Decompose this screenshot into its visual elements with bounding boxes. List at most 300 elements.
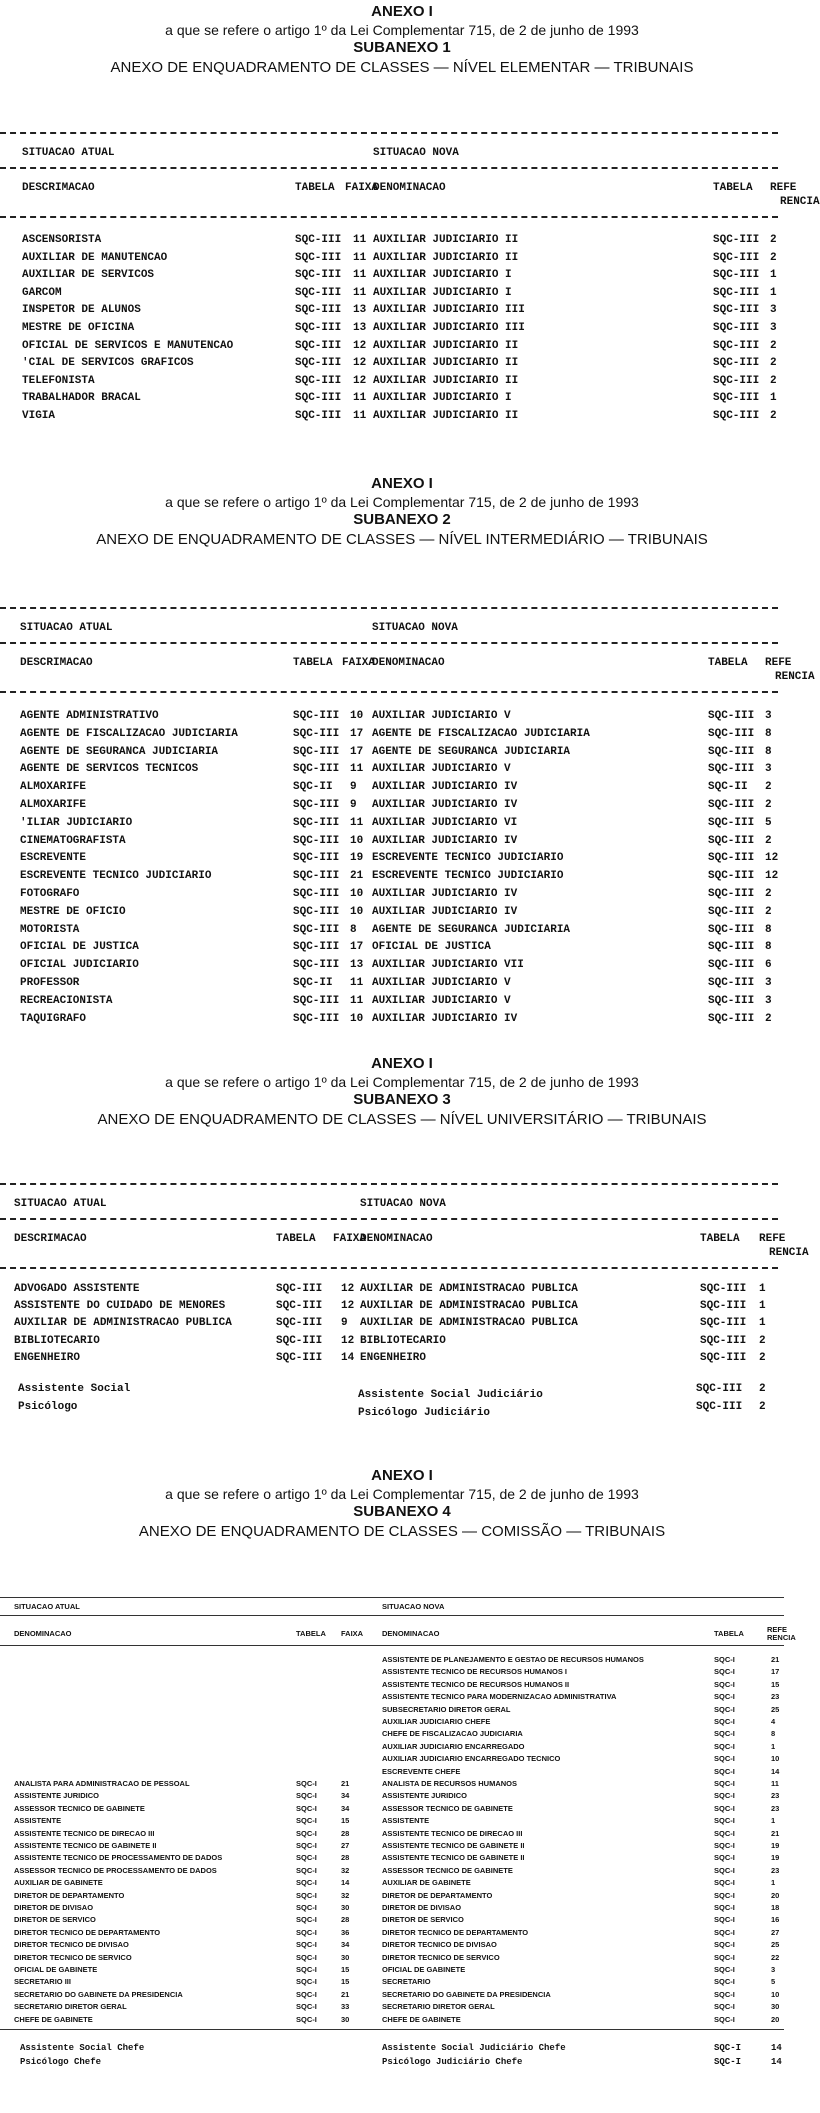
cell-faixa: 17	[350, 727, 364, 740]
cell-tabela: SQC-I	[296, 1903, 317, 1912]
table-row	[0, 977, 804, 995]
col-header-descrimacao: DESCRIMACAO	[14, 1233, 87, 1245]
cell-denominacao-atual: AUXILIAR DE GABINETE	[14, 1878, 103, 1888]
col-header-denominacao: DENOMINACAO	[360, 1233, 433, 1245]
cell-descricao: ASSISTENTE DO CUIDADO DE MENORES	[14, 1300, 226, 1313]
cell-faixa: 10	[350, 888, 364, 900]
cell-faixa: 9	[350, 781, 357, 794]
cell-referencia: 23	[771, 1803, 780, 1813]
cell-referencia: 2	[765, 905, 772, 918]
cell-tabela: SQC-I	[296, 2014, 317, 2024]
cell-descricao: AUXILIAR DE ADMINISTRACAO PUBLICA	[14, 1317, 232, 1330]
cell-faixa: 11	[350, 977, 364, 989]
cell-denominacao: AUXILIAR JUDICIARIO IV	[372, 799, 518, 811]
cell-descricao: AUXILIAR DE MANUTENCAO	[22, 251, 168, 264]
cell-referencia: 4	[771, 1717, 776, 1726]
table-row	[0, 763, 804, 781]
cell-tabela-nova: SQC-I	[714, 1729, 735, 1739]
table-row	[0, 1891, 804, 1903]
col-header-faixa: FAIXA	[333, 1233, 367, 1245]
cell-tabela-nova: SQC-III	[713, 234, 760, 246]
table-row	[0, 1383, 804, 1401]
cell-descricao: Assistente Social	[18, 1383, 131, 1395]
cell-denominacao: AUXILIAR DE ADMINISTRACAO PUBLICA	[360, 1300, 578, 1313]
cell-tabela-nova: SQC-III	[713, 410, 760, 422]
cell-referencia: 30	[771, 2002, 780, 2012]
anexo-title: ANEXO I	[371, 3, 433, 20]
cell-descricao: CINEMATOGRAFISTA	[20, 834, 126, 847]
dashed-rule	[0, 216, 778, 218]
table-row	[0, 2015, 804, 2027]
cell-tabela-nova: SQC-III	[696, 1401, 743, 1413]
cell-faixa: 34	[341, 1803, 350, 1813]
cell-faixa: 17	[350, 941, 364, 954]
col-header-tabela: TABELA	[295, 182, 335, 194]
table-row	[0, 1335, 804, 1352]
cell-denominacao: AUXILIAR JUDICIARIO I	[373, 286, 512, 299]
cell-denominacao: AUXILIAR JUDICIARIO I	[373, 269, 512, 282]
cell-faixa: 12	[353, 357, 367, 370]
cell-tabela-nova: SQC-I	[714, 1903, 735, 1912]
cell-denominacao: AGENTE DE SEGURANCA JUDICIARIA	[372, 745, 571, 758]
cell-tabela-nova: SQC-III	[708, 977, 755, 989]
cell-descricao: ESCREVENTE TECNICO JUDICIARIO	[20, 870, 212, 883]
cell-faixa: 28	[341, 1828, 350, 1838]
cell-referencia: 23	[771, 1791, 780, 1801]
cell-referencia: 10	[771, 1989, 780, 1999]
cell-tabela-nova: SQC-I	[714, 1692, 735, 1702]
law-reference: a que se refere o artigo 1º da Lei Complementar 715, de 2 de junho de 1993	[165, 22, 639, 38]
cell-tabela: SQC-III	[293, 799, 340, 811]
cell-tabela-nova: SQC-I	[714, 1853, 735, 1863]
section-title: ANEXO DE ENQUADRAMENTO DE CLASSES — NÍVEL UNIVERSITÁRIO — TRIBUNAIS	[97, 1111, 707, 1128]
col-header-referencia: REFE	[765, 657, 792, 669]
cell-denominacao: ASSISTENTE	[382, 1816, 430, 1826]
cell-denominacao: AGENTE DE SEGURANCA JUDICIARIA	[372, 923, 571, 936]
cell-tabela-nova: SQC-III	[700, 1283, 747, 1295]
table-row	[0, 1791, 804, 1803]
cell-tabela-nova: SQC-I	[714, 2043, 742, 2053]
cell-tabela: SQC-III	[295, 234, 342, 246]
table-row	[0, 1779, 804, 1791]
table-row	[0, 959, 804, 977]
cell-faixa: 32	[341, 1865, 350, 1875]
cell-referencia: 14	[771, 2057, 782, 2067]
col-header-tabela: TABELA	[276, 1233, 316, 1245]
cell-descricao: Assistente Social Chefe	[20, 2043, 145, 2053]
table-row	[0, 852, 804, 870]
cell-faixa: 21	[341, 1779, 350, 1788]
table-row	[0, 304, 804, 322]
cell-denominacao: ENGENHEIRO	[360, 1351, 427, 1364]
cell-denominacao: AGENTE DE FISCALIZACAO JUDICIARIA	[372, 727, 590, 740]
table-row	[0, 835, 804, 853]
cell-tabela: SQC-III	[293, 994, 340, 1007]
cell-tabela-nova: SQC-I	[714, 1878, 735, 1888]
cell-denominacao: AUXILIAR JUDICIARIO II	[373, 357, 519, 370]
cell-referencia: 2	[759, 1401, 766, 1413]
table-row	[0, 906, 804, 924]
cell-faixa: 15	[341, 1965, 350, 1974]
cell-tabela-nova: SQC-I	[714, 1952, 735, 1962]
cell-descricao: ALMOXARIFE	[20, 781, 87, 794]
cell-tabela: SQC-III	[293, 888, 340, 900]
cell-referencia: 8	[765, 923, 772, 936]
dashed-rule	[0, 132, 778, 134]
cell-denominacao: AUXILIAR JUDICIARIO III	[373, 322, 525, 334]
law-reference: a que se refere o artigo 1º da Lei Complementar 715, de 2 de junho de 1993	[165, 1074, 639, 1090]
cell-denominacao: AUXILIAR JUDICIARIO IV	[372, 905, 518, 918]
dashed-rule	[0, 1218, 778, 1220]
cell-faixa: 11	[353, 234, 367, 246]
cell-denominacao: OFICIAL DE GABINETE	[382, 1965, 466, 1974]
cell-tabela-nova: SQC-III	[696, 1383, 743, 1395]
cell-tabela-nova: SQC-III	[708, 888, 755, 900]
law-reference: a que se refere o artigo 1º da Lei Complementar 715, de 2 de junho de 1993	[165, 1486, 639, 1502]
cell-tabela: SQC-III	[293, 710, 340, 722]
col-header-situacao-atual: SITUACAO ATUAL	[22, 147, 115, 159]
cell-referencia: 21	[771, 1655, 780, 1664]
cell-denominacao: AUXILIAR JUDICIARIO IV	[372, 1012, 518, 1025]
cell-tabela: SQC-III	[295, 269, 342, 282]
col-header-referencia-2: RENCIA	[767, 1633, 796, 1642]
cell-denominacao-atual: DIRETOR DE DEPARTAMENTO	[14, 1890, 125, 1900]
cell-tabela-nova: SQC-III	[708, 923, 755, 936]
cell-referencia: 1	[759, 1283, 766, 1295]
cell-referencia: 8	[765, 941, 772, 954]
cell-denominacao: AUXILIAR JUDICIARIO IV	[372, 781, 518, 794]
col-header-tabela: TABELA	[296, 1629, 326, 1638]
table-row	[0, 1283, 804, 1300]
table-row	[0, 2043, 804, 2057]
col-header-tabela: TABELA	[293, 657, 333, 669]
table-row	[0, 1300, 804, 1317]
cell-denominacao: ESCREVENTE CHEFE	[382, 1766, 461, 1776]
cell-denominacao: Assistente Social Judiciário Chefe	[382, 2043, 566, 2053]
cell-tabela: SQC-I	[296, 1940, 317, 1950]
cell-faixa: 10	[350, 1012, 364, 1025]
cell-denominacao: DIRETOR TECNICO DE DIVISAO	[382, 1940, 497, 1950]
cell-tabela-nova: SQC-I	[714, 1828, 735, 1838]
cell-denominacao: SECRETARIO DO GABINETE DA PRESIDENCIA	[382, 1989, 551, 1999]
col-header-tabela-nova: TABELA	[714, 1629, 744, 1638]
table-rule	[0, 1597, 784, 1598]
cell-tabela: SQC-I	[296, 1779, 317, 1788]
table-row	[0, 1767, 804, 1779]
cell-referencia: 18	[771, 1903, 780, 1912]
cell-denominacao: Psicólogo Judiciário Chefe	[382, 2057, 523, 2067]
cell-faixa: 10	[350, 834, 364, 847]
cell-descricao: AGENTE DE SEGURANCA JUDICIARIA	[20, 745, 219, 758]
col-header-referencia-2: RENCIA	[775, 671, 815, 683]
cell-faixa: 30	[341, 2014, 350, 2024]
cell-descricao: ALMOXARIFE	[20, 799, 87, 811]
cell-tabela: SQC-I	[296, 1803, 317, 1813]
cell-referencia: 2	[770, 410, 777, 422]
cell-faixa: 11	[353, 286, 367, 299]
cell-faixa: 13	[353, 304, 367, 317]
cell-denominacao: Psicólogo Judiciário	[358, 1407, 491, 1419]
cell-tabela: SQC-III	[293, 941, 340, 954]
cell-tabela: SQC-III	[293, 923, 340, 936]
cell-faixa: 11	[353, 251, 367, 264]
cell-tabela-nova: SQC-I	[714, 1766, 735, 1776]
cell-referencia: 15	[771, 1679, 780, 1689]
table-row	[0, 1977, 804, 1989]
col-header-denominacao: DENOMINACAO	[373, 182, 446, 194]
cell-tabela: SQC-III	[276, 1283, 323, 1295]
cell-tabela: SQC-III	[293, 727, 340, 740]
cell-tabela-nova: SQC-I	[714, 1791, 735, 1801]
table-row	[0, 1816, 804, 1828]
cell-tabela-nova: SQC-I	[714, 1927, 735, 1937]
cell-tabela-nova: SQC-III	[708, 727, 755, 740]
cell-tabela: SQC-III	[295, 410, 342, 422]
col-header-denominacao: DENOMINACAO	[382, 1629, 440, 1638]
cell-faixa: 11	[353, 269, 367, 282]
col-header-referencia: REFE	[770, 182, 797, 194]
cell-referencia: 2	[765, 888, 772, 900]
cell-descricao: AGENTE DE FISCALIZACAO JUDICIARIA	[20, 727, 238, 740]
cell-faixa: 12	[341, 1300, 355, 1313]
cell-referencia: 12	[765, 852, 779, 865]
cell-referencia: 23	[771, 1865, 780, 1875]
cell-tabela-nova: SQC-III	[708, 763, 755, 776]
cell-descricao: OFICIAL JUDICIARIO	[20, 959, 139, 972]
cell-referencia: 1	[770, 286, 777, 299]
col-header-tabela-nova: TABELA	[708, 657, 748, 669]
cell-denominacao-atual: ASSESSOR TECNICO DE PROCESSAMENTO DE DADOS	[14, 1865, 217, 1875]
col-header-situacao-nova: SITUACAO NOVA	[372, 622, 458, 634]
table-row	[0, 728, 804, 746]
anexo-title: ANEXO I	[371, 1055, 433, 1072]
dashed-rule	[0, 1267, 778, 1269]
cell-tabela: SQC-II	[293, 781, 333, 794]
cell-tabela-nova: SQC-III	[700, 1334, 747, 1347]
cell-faixa: 11	[353, 410, 367, 422]
cell-denominacao: ASSISTENTE TECNICO DE RECURSOS HUMANOS II	[382, 1679, 570, 1689]
table-row	[0, 1667, 804, 1679]
cell-faixa: 21	[341, 1989, 350, 1999]
cell-faixa: 11	[353, 392, 367, 405]
cell-tabela: SQC-I	[296, 1816, 317, 1826]
cell-denominacao-atual: ASSISTENTE TECNICO DE GABINETE II	[14, 1841, 157, 1850]
cell-tabela-nova: SQC-III	[708, 941, 755, 954]
cell-tabela-nova: SQC-III	[713, 269, 760, 282]
cell-tabela-nova: SQC-I	[714, 1741, 735, 1751]
cell-faixa: 14	[341, 1351, 355, 1364]
cell-tabela: SQC-I	[296, 2002, 317, 2012]
cell-faixa: 10	[350, 905, 364, 918]
col-header-denominacao-atual: DENOMINACAO	[14, 1629, 72, 1638]
cell-tabela-nova: SQC-I	[714, 1679, 735, 1689]
cell-denominacao: AUXILIAR JUDICIARIO IV	[372, 888, 518, 900]
col-header-referencia: REFE	[759, 1233, 786, 1245]
table-row	[0, 799, 804, 817]
cell-faixa: 9	[341, 1317, 348, 1330]
cell-faixa: 34	[341, 1940, 350, 1950]
cell-tabela-nova: SQC-I	[714, 1890, 735, 1900]
cell-denominacao: AUXILIAR JUDICIARIO VII	[372, 959, 524, 972]
cell-referencia: 1	[771, 1741, 776, 1751]
cell-descricao: ESCREVENTE	[20, 852, 87, 865]
cell-tabela-nova: SQC-III	[700, 1317, 747, 1330]
cell-denominacao-atual: SECRETARIO DIRETOR GERAL	[14, 2002, 127, 2012]
cell-denominacao: ASSISTENTE TECNICO DE GABINETE II	[382, 1841, 525, 1850]
cell-referencia: 1	[759, 1300, 766, 1313]
col-header-tabela-nova: TABELA	[700, 1233, 740, 1245]
cell-tabela: SQC-I	[296, 1989, 317, 1999]
cell-tabela-nova: SQC-I	[714, 2014, 735, 2024]
cell-denominacao: AUXILIAR JUDICIARIO ENCARREGADO TECNICO	[382, 1754, 561, 1764]
table-row	[0, 269, 804, 287]
cell-tabela: SQC-III	[295, 322, 342, 334]
cell-denominacao: Assistente Social Judiciário	[358, 1389, 543, 1401]
cell-tabela-nova: SQC-I	[714, 1965, 735, 1974]
cell-denominacao-atual: DIRETOR TECNICO DE DEPARTAMENTO	[14, 1927, 161, 1937]
cell-denominacao-atual: ASSISTENTE TECNICO DE DIRECAO III	[14, 1828, 155, 1838]
col-header-situacao-nova: SITUACAO NOVA	[373, 147, 459, 159]
cell-tabela-nova: SQC-I	[714, 1704, 735, 1714]
cell-faixa: 14	[341, 1878, 350, 1888]
cell-referencia: 2	[770, 251, 777, 264]
cell-tabela-nova: SQC-III	[708, 959, 755, 972]
cell-tabela-nova: SQC-III	[713, 322, 760, 334]
cell-descricao: TRABALHADOR BRACAL	[22, 392, 141, 405]
cell-denominacao: AUXILIAR JUDICIARIO V	[372, 977, 511, 989]
cell-denominacao-atual: ASSISTENTE TECNICO DE PROCESSAMENTO DE DADOS	[14, 1853, 223, 1863]
cell-tabela-nova: SQC-I	[714, 1717, 735, 1726]
cell-referencia: 1	[770, 392, 777, 405]
col-header-referencia-2: RENCIA	[769, 1247, 809, 1259]
cell-descricao: ASCENSORISTA	[22, 234, 102, 246]
cell-denominacao-atual: ASSESSOR TECNICO DE GABINETE	[14, 1803, 145, 1813]
cell-tabela: SQC-III	[276, 1317, 323, 1330]
cell-denominacao: ESCREVENTE TECNICO JUDICIARIO	[372, 852, 564, 865]
cell-denominacao: AUXILIAR JUDICIARIO II	[373, 339, 519, 352]
cell-referencia: 3	[765, 977, 772, 989]
col-header-faixa: FAIXA	[345, 182, 379, 194]
cell-referencia: 21	[771, 1828, 780, 1838]
table-rule	[0, 2029, 784, 2030]
cell-tabela-nova: SQC-III	[708, 799, 755, 811]
table-row	[0, 1013, 804, 1031]
col-header-faixa: FAIXA	[341, 1629, 364, 1638]
cell-faixa: 11	[350, 816, 364, 829]
cell-faixa: 27	[341, 1841, 350, 1850]
section-2-header	[0, 475, 804, 551]
cell-denominacao: ASSISTENTE TECNICO PARA MODERNIZACAO ADMINISTRATIVA	[382, 1692, 617, 1702]
cell-referencia: 2	[770, 339, 777, 352]
anexo-title: ANEXO I	[371, 1467, 433, 1484]
cell-tabela: SQC-III	[293, 1012, 340, 1025]
cell-faixa: 12	[353, 374, 367, 387]
subanexo-title: SUBANEXO 3	[353, 1091, 451, 1108]
cell-denominacao-atual: ASSISTENTE JURIDICO	[14, 1791, 100, 1801]
cell-referencia: 2	[765, 834, 772, 847]
cell-descricao: VIGIA	[22, 410, 56, 422]
subanexo-title: SUBANEXO 2	[353, 511, 451, 528]
cell-referencia: 2	[765, 1012, 772, 1025]
col-header-descrimacao: DESCRIMACAO	[22, 182, 95, 194]
cell-denominacao: SECRETARIO DIRETOR GERAL	[382, 2002, 495, 2012]
cell-tabela-nova: SQC-III	[700, 1351, 747, 1364]
cell-descricao: OFICIAL DE SERVICOS E MANUTENCAO	[22, 339, 234, 352]
cell-descricao: Psicólogo	[18, 1401, 78, 1413]
cell-faixa: 19	[350, 852, 364, 865]
cell-descricao: FOTOGRAFO	[20, 888, 80, 900]
cell-referencia: 2	[770, 357, 777, 370]
cell-faixa: 30	[341, 1903, 350, 1912]
cell-tabela: SQC-I	[296, 1977, 317, 1987]
cell-referencia: 17	[771, 1667, 780, 1677]
cell-tabela: SQC-III	[295, 357, 342, 370]
cell-tabela-nova: SQC-I	[714, 1816, 735, 1826]
cell-referencia: 10	[771, 1754, 780, 1764]
cell-descricao: TELEFONISTA	[22, 374, 95, 387]
cell-tabela: SQC-I	[296, 1915, 317, 1925]
cell-referencia: 2	[765, 781, 772, 794]
cell-denominacao: SUBSECRETARIO DIRETOR GERAL	[382, 1704, 511, 1714]
cell-denominacao: AUXILIAR JUDICIARIO II	[373, 234, 519, 246]
cell-tabela: SQC-I	[296, 1865, 317, 1875]
cell-tabela: SQC-III	[295, 374, 342, 387]
cell-tabela: SQC-III	[295, 339, 342, 352]
table-row	[0, 287, 804, 305]
cell-tabela: SQC-I	[296, 1878, 317, 1888]
table-row	[0, 1866, 804, 1878]
cell-descricao: Psicólogo Chefe	[20, 2057, 102, 2067]
subanexo-title: SUBANEXO 4	[353, 1503, 451, 1520]
table-row	[0, 2057, 804, 2071]
col-header-descrimacao: DESCRIMACAO	[20, 657, 93, 669]
cell-denominacao: CHEFE DE FISCALIZACAO JUDICIARIA	[382, 1729, 523, 1739]
table-row	[0, 1352, 804, 1369]
cell-tabela-nova: SQC-III	[713, 374, 760, 387]
cell-referencia: 2	[759, 1334, 766, 1347]
section-title: ANEXO DE ENQUADRAMENTO DE CLASSES — NÍVEL INTERMEDIÁRIO — TRIBUNAIS	[96, 531, 708, 548]
cell-denominacao: AUXILIAR JUDICIARIO IV	[372, 834, 518, 847]
cell-referencia: 8	[771, 1729, 776, 1739]
cell-faixa: 12	[353, 339, 367, 352]
cell-tabela-nova: SQC-III	[713, 357, 760, 370]
cell-referencia: 25	[771, 1940, 780, 1950]
cell-referencia: 3	[765, 994, 772, 1007]
cell-tabela: SQC-I	[296, 1853, 317, 1863]
cell-referencia: 5	[765, 816, 772, 829]
cell-denominacao: AUXILIAR JUDICIARIO I	[373, 392, 512, 405]
table-row	[0, 322, 804, 340]
cell-faixa: 33	[341, 2002, 350, 2012]
cell-denominacao-atual: SECRETARIO III	[14, 1977, 71, 1987]
table-row	[0, 995, 804, 1013]
cell-denominacao: ASSISTENTE TECNICO DE RECURSOS HUMANOS I	[382, 1667, 568, 1677]
cell-tabela: SQC-II	[293, 977, 333, 989]
cell-referencia: 11	[771, 1779, 779, 1788]
cell-faixa: 21	[350, 870, 364, 883]
dashed-rule	[0, 1183, 778, 1185]
cell-tabela-nova: SQC-III	[708, 834, 755, 847]
cell-descricao: AUXILIAR DE SERVICOS	[22, 269, 155, 282]
cell-tabela-nova: SQC-I	[714, 1779, 735, 1788]
cell-denominacao: AUXILIAR JUDICIARIO V	[372, 763, 511, 776]
cell-referencia: 22	[771, 1952, 780, 1962]
cell-denominacao: AUXILIAR JUDICIARIO CHEFE	[382, 1717, 491, 1726]
table-row	[0, 1953, 804, 1965]
cell-descricao: BIBLIOTECARIO	[14, 1334, 100, 1347]
cell-tabela: SQC-III	[276, 1300, 323, 1313]
cell-tabela-nova: SQC-III	[708, 852, 755, 865]
